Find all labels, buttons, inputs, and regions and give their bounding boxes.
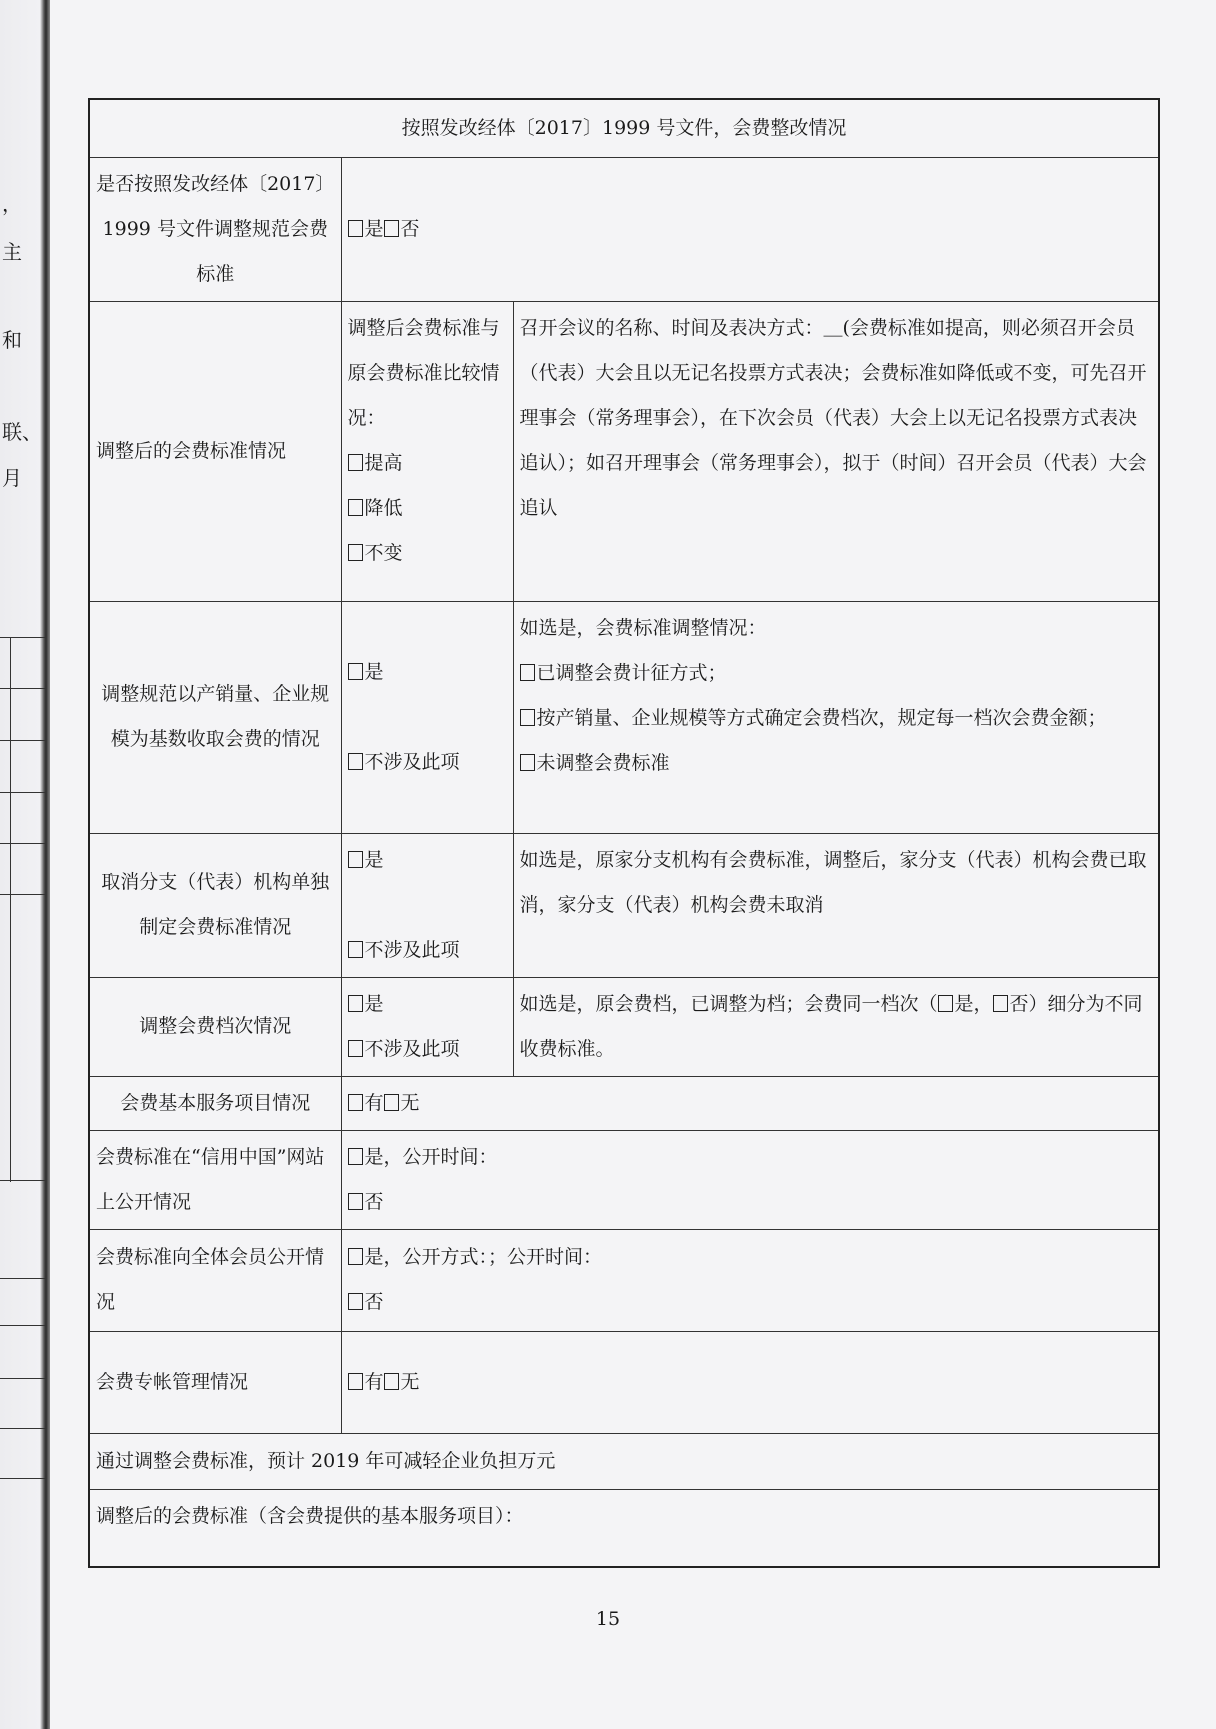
credit-china-row [89, 1130, 1159, 1229]
option-yes-label: 是 [364, 992, 384, 1015]
same-tier-yes-label: 是， [954, 992, 993, 1015]
fee-tier-label: 调整会费档次情况 [89, 977, 341, 1076]
checkbox-increase[interactable] [348, 454, 363, 471]
adjusted-fee-standard-text: 调整后的会费标准（含会费提供的基本服务项目）： [89, 1489, 1159, 1567]
previous-page-edge [0, 0, 46, 1729]
credit-china-options [341, 1130, 1159, 1229]
checkbox-same-tier-no[interactable] [993, 995, 1008, 1012]
adjusted-standard-label: 调整后的会费标准情况 [89, 301, 341, 601]
option-increase-label: 提高 [364, 451, 403, 474]
branch-options [341, 833, 513, 977]
checkbox-not-applicable[interactable] [348, 941, 363, 958]
checkbox-decrease[interactable] [348, 499, 363, 516]
production-basis-details [513, 601, 1159, 833]
prev-page-rule [0, 1478, 46, 1479]
prev-page-rule [0, 894, 46, 895]
not-adjusted-label: 未调整会费标准 [536, 751, 670, 774]
checkbox-yes[interactable] [348, 1148, 363, 1165]
checkbox-have[interactable] [348, 1373, 363, 1390]
prev-page-rule [0, 843, 46, 844]
fee-tier-detail-text: 如选是，原会费档，已调整为档；会费同一档次（ [519, 992, 938, 1015]
basic-service-label: 会费基本服务项目情况 [89, 1076, 341, 1130]
checkbox-tier-by-output[interactable] [520, 709, 535, 726]
checkbox-none[interactable] [384, 1373, 399, 1390]
option-yes-label: 是，公开时间： [364, 1145, 498, 1168]
option-yes-label: 是 [364, 217, 384, 240]
fee-tier-details [513, 977, 1159, 1076]
checkbox-no[interactable] [384, 220, 399, 237]
option-no-label: 否 [364, 1190, 384, 1213]
checkbox-yes[interactable] [348, 1248, 363, 1265]
checkbox-method-adjusted[interactable] [520, 664, 535, 681]
detail-intro: 如选是，会费标准调整情况： [519, 616, 767, 639]
meeting-details: 召开会议的名称、时间及表决方式：＿(会费标准如提高，则必须召开会员（代表）大会且以无记名投票方式表决；会费标准如降低或不变，可先召开理事会（常务理事会），在下次会员（代表）大会上以无记名投票方式表决追认）；如召开理事会（常务理事会），拟于（时间）召开会员（代表）大会追认 [513, 301, 1159, 601]
adjustment-row [89, 157, 1159, 301]
prev-page-rule [0, 1325, 46, 1326]
checkbox-not-adjusted[interactable] [520, 754, 535, 771]
basic-service-row [89, 1076, 1159, 1130]
prev-page-text: 主 [2, 240, 22, 264]
prev-page-rule [0, 792, 46, 793]
branch-details: 如选是，原家分支机构有会费标准，调整后，家分支（代表）机构会费已取消，家分支（代表）机构会费未取消 [513, 833, 1159, 977]
option-no-label: 否 [364, 1291, 384, 1313]
checkbox-yes[interactable] [348, 220, 363, 237]
special-account-options [341, 1331, 1159, 1433]
option-none-label: 无 [400, 1091, 420, 1114]
prev-page-rule [0, 1378, 46, 1379]
option-decrease-label: 降低 [364, 496, 403, 519]
option-unchanged-label: 不变 [364, 541, 403, 564]
adjustment-options [341, 157, 1159, 301]
checkbox-have[interactable] [348, 1094, 363, 1111]
option-yes-label: 是 [364, 660, 384, 683]
production-basis-label: 调整规范以产销量、企业规模为基数收取会费的情况 [89, 601, 341, 833]
checkbox-yes[interactable] [348, 663, 363, 680]
tier-by-output-label: 按产销量、企业规模等方式确定会费档次，规定每一档次会费金额； [536, 706, 1107, 729]
prev-page-text: 月 [2, 466, 22, 490]
page-number: 15 [595, 1608, 621, 1630]
checkbox-yes[interactable] [348, 851, 363, 868]
adjusted-standard-row [89, 301, 1159, 601]
option-not-applicable-label: 不涉及此项 [364, 938, 460, 961]
option-have-label: 有 [364, 1370, 384, 1393]
option-not-applicable-label: 不涉及此项 [364, 750, 460, 773]
prev-page-rule [0, 740, 46, 741]
fee-rectification-form [88, 98, 1160, 1568]
member-disclosure-label: 会费标准向全体会员公开情况 [89, 1229, 341, 1331]
comparison-cell [341, 301, 513, 601]
option-not-applicable-label: 不涉及此项 [364, 1037, 460, 1060]
branch-row [89, 833, 1159, 977]
production-basis-options [341, 601, 513, 833]
option-yes-label: 是，公开方式：；公开时间： [364, 1246, 603, 1268]
same-tier-no-label: 否）细分为不同收费标准。 [519, 992, 1143, 1060]
prev-page-rule [0, 1428, 46, 1429]
member-disclosure-options [341, 1229, 1159, 1331]
comparison-label: 调整后会费标准与原会费标准比较情况： [347, 316, 500, 429]
special-account-label: 会费专帐管理情况 [89, 1331, 341, 1433]
option-none-label: 无 [400, 1370, 420, 1393]
checkbox-same-tier-yes[interactable] [938, 995, 953, 1012]
prev-page-rule [0, 637, 46, 638]
member-disclosure-row [89, 1229, 1159, 1331]
branch-label: 取消分支（代表）机构单独制定会费标准情况 [89, 833, 341, 977]
method-adjusted-label: 已调整会费计征方式； [536, 661, 727, 684]
checkbox-no[interactable] [348, 1293, 363, 1310]
option-yes-label: 是 [364, 848, 384, 871]
checkbox-unchanged[interactable] [348, 544, 363, 561]
form-title: 按照发改经体〔2017〕1999 号文件，会费整改情况 [89, 99, 1159, 157]
checkbox-not-applicable[interactable] [348, 753, 363, 770]
option-have-label: 有 [364, 1091, 384, 1114]
fee-tier-row [89, 977, 1159, 1076]
checkbox-no[interactable] [348, 1193, 363, 1210]
checkbox-yes[interactable] [348, 995, 363, 1012]
prev-page-rule [0, 1180, 46, 1181]
burden-reduction-row [89, 1433, 1159, 1489]
adjustment-label: 是否按照发改经体〔2017〕1999 号文件调整规范会费标准 [89, 157, 341, 301]
checkbox-not-applicable[interactable] [348, 1040, 363, 1057]
form-title-row [89, 99, 1159, 157]
credit-china-label: 会费标准在“信用中国”网站上公开情况 [89, 1130, 341, 1229]
prev-page-text: 联、 [2, 420, 42, 444]
prev-page-rule [10, 637, 11, 1182]
special-account-row [89, 1331, 1159, 1433]
burden-reduction-text: 通过调整会费标准，预计 2019 年可减轻企业负担万元 [89, 1433, 1159, 1489]
adjusted-fee-standard-row [89, 1489, 1159, 1567]
basic-service-options [341, 1076, 1159, 1130]
prev-page-rule [0, 688, 46, 689]
prev-page-rule [0, 1278, 46, 1279]
prev-page-text: 和 [2, 328, 22, 352]
checkbox-none[interactable] [384, 1094, 399, 1111]
option-no-label: 否 [400, 217, 420, 240]
fee-tier-options [341, 977, 513, 1076]
prev-page-text: ， [2, 192, 22, 216]
production-basis-row [89, 601, 1159, 833]
